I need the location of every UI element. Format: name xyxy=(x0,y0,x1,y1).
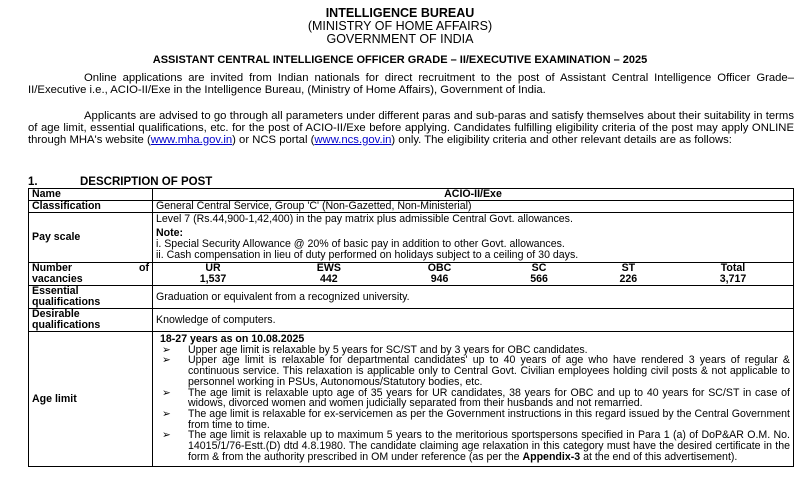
arrow-icon: ➢ xyxy=(162,386,171,399)
vacancies-label-of: of xyxy=(139,262,149,274)
essential-qualifications-value: Graduation or equivalent from a recognized university. xyxy=(153,286,794,309)
age-relaxation-list xyxy=(156,345,790,463)
vac-value: 442 xyxy=(320,273,338,285)
vacancies-table xyxy=(153,263,793,285)
vac-header: ST xyxy=(621,262,636,274)
note-label: Note: xyxy=(156,227,184,239)
post-description-table xyxy=(28,188,794,467)
age-limit-value xyxy=(153,332,794,467)
age-limit-head: 18-27 years as on 10.08.2025 xyxy=(160,333,305,345)
age-item-text: The age limit is relaxable for ex-servicemen as per the Government instructions in this regard issued by the Central Government from time to time. xyxy=(188,407,790,431)
vac-header: EWS xyxy=(316,262,341,274)
list-item xyxy=(156,430,790,462)
vacancies-label-a: Number xyxy=(32,262,73,274)
name-label: Name xyxy=(29,189,153,201)
intro-paragraph-2 xyxy=(28,111,794,146)
table-row xyxy=(29,201,794,213)
essential-qualifications-label: Essential qualifications xyxy=(29,286,153,309)
list-item xyxy=(156,388,790,409)
vacancies-value xyxy=(153,263,794,286)
table-row xyxy=(29,263,794,286)
mha-link[interactable]: www.mha.gov.in xyxy=(150,133,233,146)
ministry-name: (MINISTRY OF HOME AFFAIRS) xyxy=(307,19,493,33)
ncs-link[interactable]: www.ncs.gov.in xyxy=(314,133,392,146)
exam-title: ASSISTANT CENTRAL INTELLIGENCE OFFICER GRADE – II/EXECUTIVE EXAMINATION – 2025 xyxy=(152,54,648,66)
vac-header: OBC xyxy=(427,262,452,274)
age-item-text: The age limit is relaxable upto age of 35 years for UR candidates, 38 years for OBC and up to 40 years for SC/ST in case of widows, divorced women and women judicially separated from their husbands and not remarried. xyxy=(188,386,790,410)
table-row xyxy=(29,286,794,309)
desirable-qualifications-label: Desirable qualifications xyxy=(29,309,153,332)
appendix-reference: Appendix-3 xyxy=(522,450,581,463)
intro-paragraph-1 xyxy=(28,73,794,97)
age-item-text: Upper age limit is relaxable by 5 years for SC/ST and by 3 years for OBC candidates. xyxy=(188,343,588,356)
age-item-text-end: at the end of this advertisement). xyxy=(580,450,738,463)
pay-scale-line: Level 7 (Rs.44,900-1,42,400) in the pay matrix plus admissible Central Govt. allowances. xyxy=(156,213,573,225)
table-row xyxy=(29,309,794,332)
list-item xyxy=(156,409,790,430)
section-number: 1. xyxy=(28,176,38,188)
vac-header: SC xyxy=(531,262,547,274)
pay-scale-label: Pay scale xyxy=(29,213,153,263)
org-name: INTELLIGENCE BUREAU xyxy=(325,6,475,20)
arrow-icon: ➢ xyxy=(162,407,171,420)
age-item-text: The age limit is relaxable up to maximum 5 years to the meritorious sportspersons specified in Para 1 (a) of DoP&AR O.M. No. 14015/1/76-Estt.(D) dtd 4.8.1980. The candidate claiming age relaxation in this category must have the desired certificate in the form & from the authority prescribed in OM under reference (as per the xyxy=(188,429,790,463)
vacancies-header-row xyxy=(153,263,793,274)
arrow-icon: ➢ xyxy=(162,429,171,442)
intro-text-1: Online applications are invited from Indian nationals for direct recruitment to the post of Assistant Central Intelligence Officer Grade–II/Executive i.e., ACIO-II/Exe in the Intelligence Bureau, (Ministry of Home Affairs), Government of India. xyxy=(28,72,794,96)
table-row xyxy=(29,213,794,263)
intro-text-2b: ) or NCS portal ( xyxy=(232,133,315,146)
vac-value: 226 xyxy=(619,273,638,285)
vac-value: 1,537 xyxy=(199,273,227,285)
vac-header: Total xyxy=(720,262,746,274)
classification-value: General Central Service, Group 'C' (Non-Gazetted, Non-Ministerial) xyxy=(153,201,794,213)
section-title: DESCRIPTION OF POST xyxy=(80,176,213,188)
government-name: GOVERNMENT OF INDIA xyxy=(326,32,474,46)
table-row xyxy=(29,189,794,201)
table-row xyxy=(29,332,794,467)
section-heading xyxy=(28,176,212,188)
vac-value: 946 xyxy=(430,273,449,285)
vacancies-label-b: vacancies xyxy=(32,273,83,285)
vacancies-value-row xyxy=(153,274,793,285)
classification-label: Classification xyxy=(29,201,153,213)
desirable-qualifications-value: Knowledge of computers. xyxy=(153,309,794,332)
list-item xyxy=(156,355,790,387)
pay-scale-value xyxy=(153,213,794,263)
name-value: ACIO-II/Exe xyxy=(153,189,794,201)
vac-value: 566 xyxy=(530,273,548,285)
age-item-text: Upper age limit is relaxable for departmental candidates' up to 40 years of age who have rendered 3 years of regular & continuous service. This relaxation is applicable only to Central Govt. Civilian employees holding civil posts & not applicable to personnel working in PSUs, Autonomous/Statutory bodies, etc. xyxy=(188,354,790,388)
intro-text-2a: Applicants are advised to go through all parameters under different paras and sub-paras and satisfy themselves about their suitability in terms of age limit, essential qualifications, etc. for the post of ACIO-II/Exe before applying. Candidates fulfilling eligibility criteria of the post may apply ONLINE through MHA's website ( xyxy=(28,110,794,146)
vacancies-label xyxy=(29,263,153,286)
age-limit-label: Age limit xyxy=(29,332,153,467)
note-i: i. Special Security Allowance @ 20% of basic pay in addition to other Govt. allowances. xyxy=(156,238,565,250)
intro-text-2c: ) only. The eligibility criteria and other relevant details are as follows: xyxy=(391,133,732,146)
vac-value: 3,717 xyxy=(719,273,747,285)
vac-header: UR xyxy=(205,262,221,274)
arrow-icon: ➢ xyxy=(162,343,171,356)
note-ii: ii. Cash compensation in lieu of duty performed on holidays subject to a ceiling of 30 days. xyxy=(156,249,579,261)
arrow-icon: ➢ xyxy=(162,354,171,367)
